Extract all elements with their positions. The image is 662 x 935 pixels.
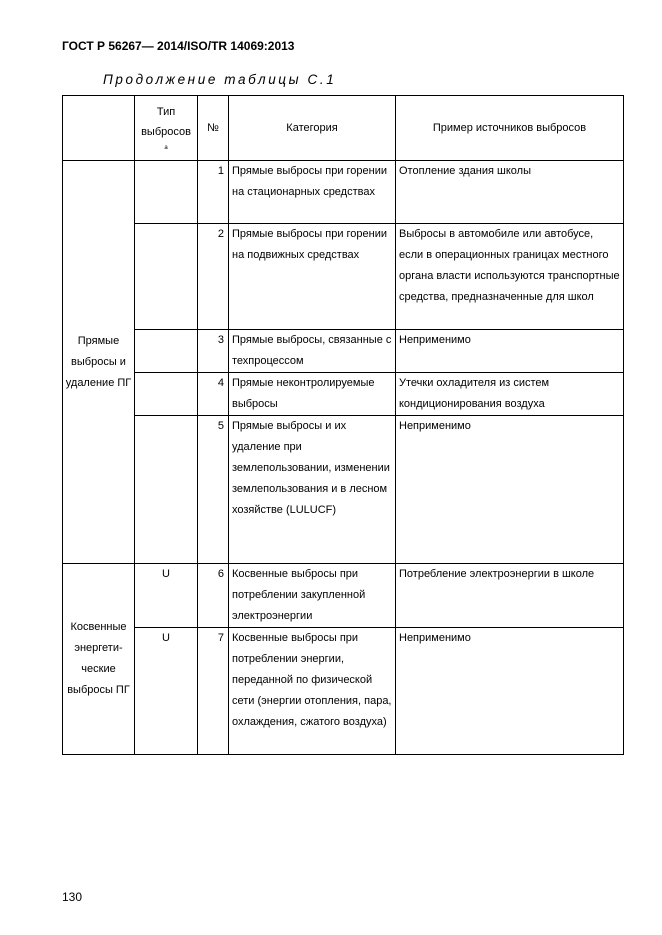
table-row [63, 330, 624, 373]
row-example: Утечки охладителя из систем кондиционирования воздуха [396, 373, 624, 416]
row-type [135, 373, 198, 416]
table-row [63, 224, 624, 330]
emissions-table [62, 95, 624, 755]
table-caption: Продолжение таблицы С.1 [103, 72, 337, 87]
group-direct-emissions: Прямые выбросы и удаление ПГ [63, 161, 135, 564]
row-type [135, 161, 198, 224]
table-row [63, 564, 624, 628]
row-example: Неприменимо [396, 628, 624, 755]
row-type: U [135, 564, 198, 628]
row-num: 6 [198, 564, 229, 628]
row-num: 3 [198, 330, 229, 373]
header-type-note [138, 142, 194, 154]
row-category: Прямые выбросы при горении на стационарных средствах [229, 161, 396, 224]
row-type: U [135, 628, 198, 755]
row-num: 1 [198, 161, 229, 224]
header-category: Категория [229, 96, 396, 161]
row-example: Неприменимо [396, 330, 624, 373]
row-type [135, 224, 198, 330]
table-header-row [63, 96, 624, 161]
row-category: Косвенные выбросы при потреблении закупленной электроэнергии [229, 564, 396, 628]
document-header: ГОСТ Р 56267— 2014/ISO/TR 14069:2013 [62, 39, 295, 53]
header-example: Пример источников выбросов [396, 96, 624, 161]
group-indirect-emissions: Косвенные энергети-ческие выбросы ПГ [63, 564, 135, 755]
header-type-line1: Тип [156, 106, 176, 118]
row-category: Прямые выбросы, связанные с техпроцессом [229, 330, 396, 373]
row-num: 4 [198, 373, 229, 416]
row-type [135, 416, 198, 564]
row-category: Прямые выбросы и их удаление при землепользовании, изменении землепользования и в лесном хозяйстве (LULUCF) [229, 416, 396, 564]
row-category: Косвенные выбросы при потреблении энергии, переданной по физической сети (энергии отопления, пара, охлаждения, сжатого воздуха) [229, 628, 396, 755]
row-num: 2 [198, 224, 229, 330]
footnote-mark: а [164, 145, 168, 151]
table-row [63, 628, 624, 755]
row-example: Потребление электроэнергии в школе [396, 564, 624, 628]
row-num: 7 [198, 628, 229, 755]
row-category: Прямые выбросы при горении на подвижных средствах [229, 224, 396, 330]
header-type-line2: выбросов [141, 126, 191, 138]
row-num: 5 [198, 416, 229, 564]
table-row [63, 416, 624, 564]
row-example: Неприменимо [396, 416, 624, 564]
table-row [63, 373, 624, 416]
header-group [63, 96, 135, 161]
row-category: Прямые неконтролируемые выбросы [229, 373, 396, 416]
header-type [135, 96, 198, 161]
page-number: 130 [62, 890, 83, 904]
row-type [135, 330, 198, 373]
header-num: № [198, 96, 229, 161]
row-example: Выбросы в автомобиле или автобусе, если в операционных границах местного органа власти используются транспортные средства, предназначенные для школ [396, 224, 624, 330]
row-example: Отопление здания школы [396, 161, 624, 224]
table-row [63, 161, 624, 224]
